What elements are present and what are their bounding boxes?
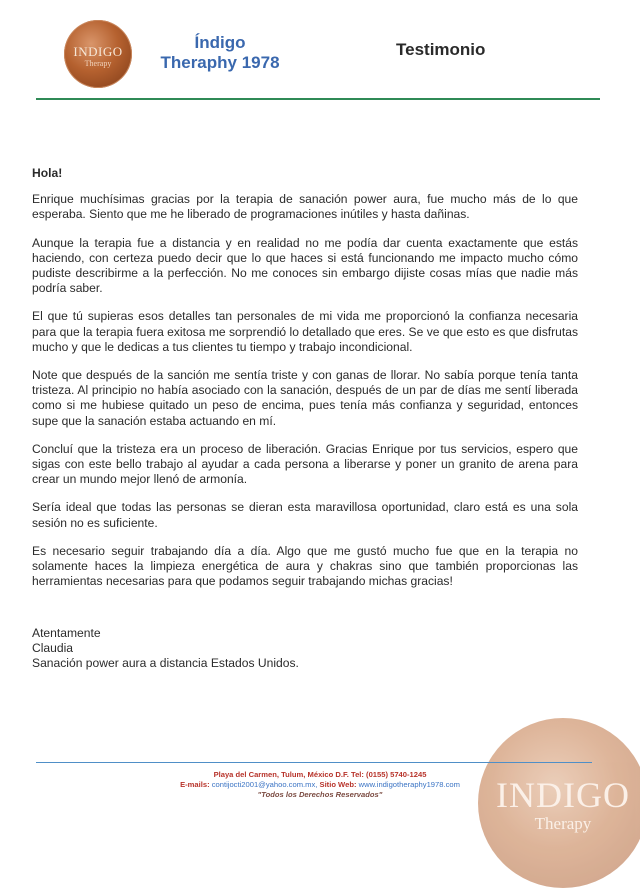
paragraph-1: Enrique muchísimas gracias por la terapia de sanación power aura, fue mucho más de lo que esperaba. Siento que me he liberado de programaciones inútiles y hasta dañinas. xyxy=(32,192,578,222)
emails-label: E-mails: xyxy=(180,780,210,789)
watermark-subtext: Therapy xyxy=(534,814,592,833)
letter-body xyxy=(32,166,578,602)
logo-subtext: Therapy xyxy=(84,59,112,68)
paragraph-3: El que tú supieras esos detalles tan personales de mi vida me proporcionó la confianza necesaria para que la terapia fuera exitosa me sorprendió lo detallado que eres. Se ve que esto es que disfrutas mucho y que le dedicas a tus clientes tu tiempo y trabajo incondicional. xyxy=(32,309,578,354)
brand-name: Índigo xyxy=(194,33,246,52)
signer-name: Claudia xyxy=(32,641,74,656)
paragraph-6: Sería ideal que todas las personas se dieran esta maravillosa oportunidad, claro está es una sola sesión no es suficiente. xyxy=(32,500,578,530)
closing: Atentamente xyxy=(32,626,101,640)
watermark-logo xyxy=(478,718,640,888)
emails-link[interactable]: contijocti2001@yahoo.com.mx, xyxy=(211,780,318,789)
footer-divider xyxy=(36,762,592,763)
paragraph-2: Aunque la terapia fue a distancia y en realidad no me podía dar cuenta exactamente que estás haciendo, con certeza puedo decir que lo que haces si está funcionando me impacto mucho cómo pudiste describirme a la perfección. No me conoces sin embargo dijiste cosas mías que nadie más podría saber. xyxy=(32,235,578,296)
greeting: Hola! xyxy=(32,166,63,180)
footer-rights: "Todos los Derechos Reservados" xyxy=(257,790,383,799)
logo-text: INDIGO xyxy=(73,44,123,59)
signature-block xyxy=(32,626,299,672)
footer-contacts xyxy=(130,780,510,790)
document-title: Testimonio xyxy=(396,40,486,59)
footer xyxy=(130,770,510,800)
website-link[interactable]: www.indigotheraphy1978.com xyxy=(358,780,460,789)
signer-detail: Sanación power aura a distancia Estados Unidos. xyxy=(32,656,299,671)
logo xyxy=(64,20,132,88)
paragraph-5: Concluí que la tristeza era un proceso de liberación. Gracias Enrique por tus servicios, espero que sigas con este bello trabajo al ayudar a cada persona a liberarse y poner un granito de arena para crear un mundo mejor llenó de armonía. xyxy=(32,441,578,487)
web-label: Sitio Web: xyxy=(319,780,357,789)
watermark-text: INDIGO xyxy=(496,775,630,815)
brand-subname: Theraphy 1978 xyxy=(160,53,280,72)
header-divider xyxy=(36,98,600,100)
footer-address: Playa del Carmen, Tulum, México D.F. Tel: (0155) 5740-1245 xyxy=(213,770,427,779)
paragraph-7: Es necesario seguir trabajando día a día. Algo que me gustó mucho fue que en la terapia no solamente haces la limpieza energética de aura y chakras sino que también proporcionas las herramientas necesarias para que podamos seguir trabajando michas gracias! xyxy=(32,543,578,589)
paragraph-4: Note que después de la sanción me sentía triste y con ganas de llorar. No sabía porque tenía tanta tristeza. Al principio no había asociado con la sanación, después de un par de días me sentí liberada como si me hubiese quitado un peso de encima, pues tenía más confianza y seguridad, entonces supe que la sanación estaba actuando en mí. xyxy=(32,368,578,428)
